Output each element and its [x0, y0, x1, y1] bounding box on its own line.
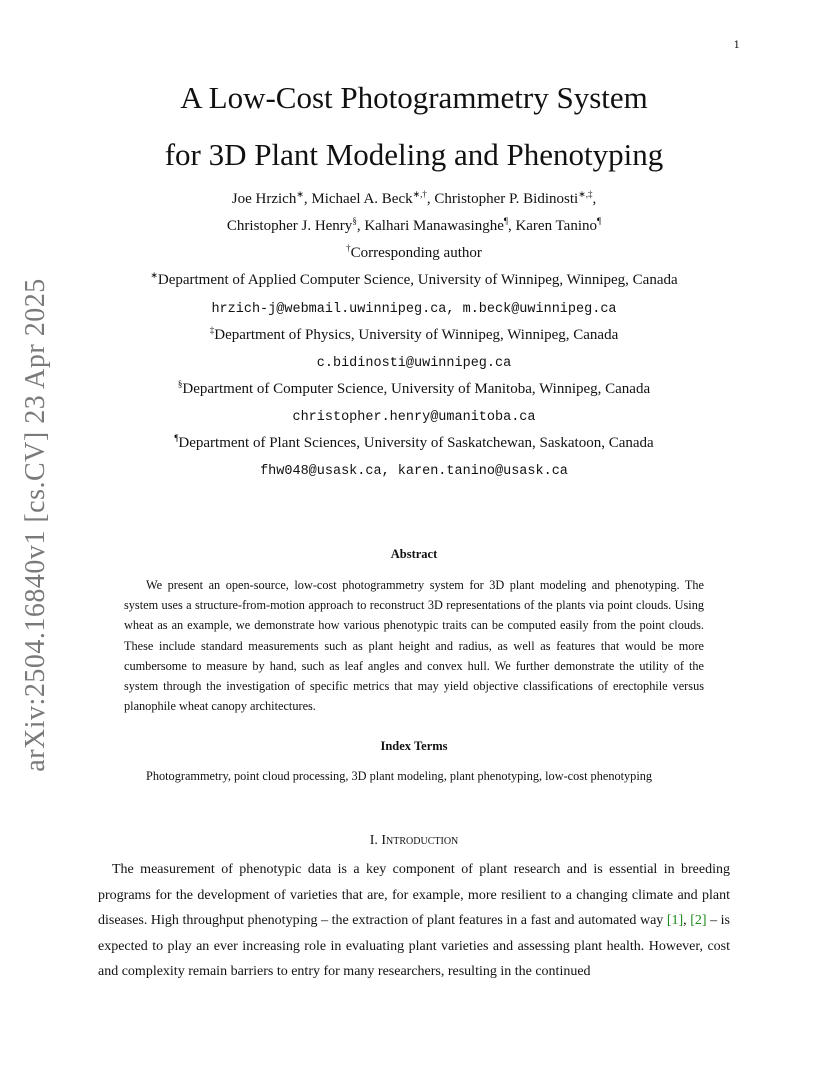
author-name: , Karen Tanino — [507, 218, 597, 234]
author-name: , Christopher P. Bidinosti — [426, 191, 579, 207]
arxiv-identifier: arXiv:2504.16840v1 [cs.CV] 23 Apr 2025 — [20, 278, 51, 772]
author-line-1 — [60, 191, 768, 208]
abstract-text: We present an open-source, low-cost photogrammetry system for 3D plant modeling and phenotyping. The system uses a structure-from-motion approach to reconstruct 3D representations of the plants via point clouds. Using wheat as an example, we demonstrate how various phenotypic traits can be computed easily from the point clouds. These include standard measurements such as plant height and radius, as well as features that would be more cumbersome to measure by hand, such as leaf angles and convex hull. We further demonstrate the utility of the system through the investigation of specific metrics that may yield objective classifications of erectophile versus planophile wheat canopy architectures. — [124, 578, 704, 714]
page-number: 1 — [733, 40, 740, 51]
section-heading — [60, 833, 768, 849]
index-terms: Photogrammetry, point cloud processing, 3D plant modeling, plant phenotyping, low-cost phenotyping — [146, 769, 653, 783]
affiliation-text: Department of Computer Science, University of Manitoba, Winnipeg, Canada — [182, 381, 651, 397]
affiliation-email[interactable] — [60, 410, 768, 425]
affiliation-text: Department of Physics, University of Winnipeg, Winnipeg, Canada — [214, 327, 619, 343]
affiliation-name — [60, 272, 768, 289]
corresponding-mark: † — [346, 243, 351, 253]
affiliation-name — [60, 381, 768, 398]
affiliation-name — [60, 327, 768, 344]
corresponding-author-note — [60, 245, 768, 262]
section-number: I. — [369, 833, 378, 848]
author-mark: ¶ — [503, 216, 508, 226]
affiliation-mark: ¶ — [174, 433, 179, 443]
author-mark: ∗,† — [412, 189, 427, 199]
affiliation-mark: ‡ — [209, 325, 215, 335]
affiliation-text: Department of Applied Computer Science, University of Winnipeg, Winnipeg, Canada — [157, 272, 678, 288]
email-link[interactable]: hrzich-j@webmail.uwinnipeg.ca, m.beck@uwinnipeg.ca — [211, 302, 617, 317]
author-name: Joe Hrzich — [231, 191, 297, 207]
affiliation-email[interactable] — [60, 356, 768, 371]
email-link[interactable]: christopher.henry@umanitoba.ca — [292, 410, 536, 425]
author-line-2 — [60, 218, 768, 235]
affiliation-text: Department of Plant Sciences, University of Saskatchewan, Saskatoon, Canada — [178, 435, 654, 451]
citation-link[interactable]: [1] — [666, 913, 684, 928]
affiliation-name — [60, 435, 768, 452]
author-mark: ∗ — [296, 189, 304, 199]
intro-text: The measurement of phenotypic data is a key component of plant research and is essential in breeding programs for the development of varieties that are, for example, more resilient to a changing climate and plant diseases. High throughput phenotyping – the extraction of plant features in a fast and automated way — [98, 862, 730, 928]
author-mark: ¶ — [597, 216, 602, 226]
section-title: Introduction — [381, 833, 459, 848]
intro-text: , — [683, 913, 691, 928]
author-name: , Kalhari Manawasinghe — [356, 218, 504, 234]
paper-title-line-2: for 3D Plant Modeling and Phenotyping — [164, 137, 664, 172]
email-link[interactable]: fhw048@usask.ca, karen.tanino@usask.ca — [260, 464, 568, 479]
affiliation-email[interactable] — [60, 302, 768, 317]
index-terms-heading: Index Terms — [380, 739, 448, 753]
author-mark: § — [352, 216, 357, 226]
arxiv-identifier-sidebar — [14, 278, 58, 772]
abstract-heading: Abstract — [390, 547, 438, 561]
affiliation-email[interactable] — [60, 464, 768, 479]
paper-title-line-1: A Low-Cost Photogrammetry System — [180, 80, 648, 115]
author-name: , Michael A. Beck — [303, 191, 413, 207]
intro-text: – is expected to play an ever increasing role in evaluating plant varieties and assessing plant health. However, cost and complexity remain barriers to entry for many researchers, resulting in the continued — [98, 913, 731, 979]
email-link[interactable]: c.bidinosti@uwinnipeg.ca — [316, 356, 512, 371]
affiliation-mark: § — [177, 379, 183, 389]
introduction-paragraph — [98, 857, 730, 985]
affiliation-mark: ∗ — [150, 270, 158, 280]
author-name: Christopher J. Henry — [226, 218, 353, 234]
corresponding-label: Corresponding author — [350, 245, 482, 261]
citation-link[interactable]: [2] — [690, 913, 707, 928]
author-mark: ∗,‡ — [578, 189, 593, 199]
author-separator: , — [592, 191, 597, 207]
